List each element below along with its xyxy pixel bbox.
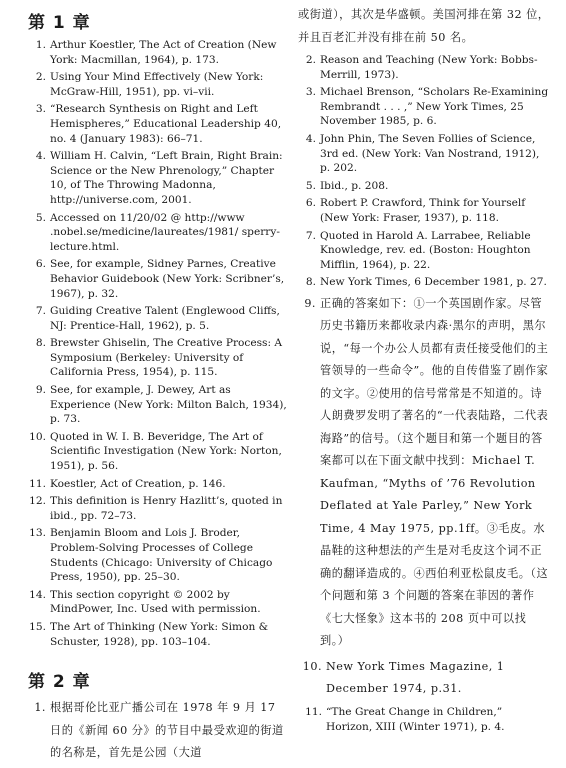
note-number: 8. <box>35 337 46 350</box>
chapter-1-note-7 <box>28 304 290 333</box>
chapter-2-note-7 <box>298 275 550 290</box>
note-text: Benjamin Bloom and Lois J. Broder, Problem-Solving Processes of College Students (Chicago: University of Chicago Press, 1950), pp. 25–30. <box>50 527 273 584</box>
note-text: Arthur Koestler, The Act of Creation (New York: Macmillan, 1964), p. 173. <box>50 39 277 66</box>
note-text: Koestler, Act of Creation, p. 146. <box>50 477 226 490</box>
chapter-1-note-5 <box>28 211 290 255</box>
note-number: 2. <box>35 71 46 84</box>
note-number: 4. <box>35 150 46 163</box>
left-column <box>28 8 290 768</box>
note-number: 12. <box>29 495 46 508</box>
note-text: New York Times, 6 December 1981, p. 27. <box>320 276 547 289</box>
chapter-1-note-13 <box>28 526 290 584</box>
chapter-2-note-1 <box>28 697 290 765</box>
note-number: 10. <box>302 659 322 673</box>
note-text: John Phin, The Seven Follies of Science, 3rd ed. (New York: Van Nostrand, 1912), p. 202. <box>320 132 540 175</box>
note-number: 15. <box>29 620 46 633</box>
chapter-2-note-4 <box>298 179 550 194</box>
note-number: 4. <box>305 132 316 145</box>
chapter-2-note-6 <box>298 229 550 273</box>
chapter-1-note-1 <box>28 38 290 67</box>
chapter-1-note-11 <box>28 477 290 492</box>
note-number: 6. <box>35 258 46 271</box>
note-number: 3. <box>305 86 316 99</box>
note-number: 10. <box>29 430 46 443</box>
note-text: See, for example, J. Dewey, Art as Experience (New York: Milton Balch, 1934), p. 73. <box>50 384 287 426</box>
note-number: 9. <box>35 384 46 397</box>
chapter-2-note-11 <box>298 705 550 734</box>
note-text: Quoted in Harold A. Larrabee, Reliable Knowledge, rev. ed. (Boston: Houghton Mifflin, 1964), p. 22. <box>320 229 531 271</box>
chapter-2-note-10 <box>298 656 550 701</box>
chapter-1-note-14 <box>28 588 290 617</box>
note-number: 7. <box>305 229 316 242</box>
note-text: “Research Synthesis on Right and Left Hemispheres,” Educational Leadership 40, no. 4 (January 1983): 66–71. <box>50 103 282 145</box>
note-number: 11. <box>29 477 46 490</box>
chapter-2-note-1 <box>298 53 550 82</box>
note-text: New York Times Magazine, 1 December 1974, p.31. <box>326 659 505 696</box>
note-number: 11. <box>305 705 322 718</box>
note-number: 14. <box>29 588 46 601</box>
note-text: 正确的答案如下：①一个英国剧作家。尽管历史书籍历来都收录内森·黑尔的声明，黑尔说，“每一个办公人员都有责任接受他们的主管领导的一些命令”。他的自传借鉴了剧作家的文字。②使用的信号常常是不知道的。诗人朗费罗发明了著名的“一代表陆路，二代表海路”的信号。（这个题目和第一个题目的答案都可以在下面文献中找到：Michael T. Kaufman, “Myths of ’76 Revolution Deflated at Yale Parley,” New York Time, 4 May 1975, pp.1ff。③毛皮。水晶鞋的这种想法的产生是对毛皮这个词不正确的翻译造成的。④西伯利亚松鼠皮毛。（这个问题和第 3 个问题的答案在菲因的著作《七大怪象》这本书的 208 页中可以找到。） <box>320 296 549 648</box>
note-number: 1. <box>35 39 46 51</box>
note-text: Michael Brenson, “Scholars Re-Examining Rembrandt . . . ,” New York Times, 25 November 1985, p. 6. <box>320 86 549 128</box>
note-text: The Art of Thinking (New York: Simon & Schuster, 1928), pp. 103–104. <box>50 620 269 648</box>
chapter-1-note-4 <box>28 149 290 207</box>
right-column <box>298 4 550 737</box>
note-text: Brewster Ghiselin, The Creative Process: A Symposium (Berkeley: University of California Press, 1954), p. 115. <box>50 337 283 379</box>
note-text: Guiding Creative Talent (Englewood Cliffs, NJ: Prentice-Hall, 1962), p. 5. <box>50 305 280 332</box>
note-number: 3. <box>35 103 46 116</box>
note-text: Reason and Teaching (New York: Bobbs-Merrill, 1973). <box>320 54 538 81</box>
chapter-1-note-3 <box>28 102 290 146</box>
note-number: 9. <box>304 296 316 310</box>
chapter-2-note-3 <box>298 132 550 176</box>
chapter-1-note-8 <box>28 336 290 380</box>
chapter-1-note-15 <box>28 620 290 649</box>
chapter-2-note-2 <box>298 85 550 129</box>
note-text: 根据哥伦比亚广播公司在 1978 年 9 月 17 日的《新闻 60 分》的节目中最受欢迎的街道的名称是，首先是公园（大道 <box>50 701 284 760</box>
chapter-1-note-2 <box>28 70 290 99</box>
chapter-1-note-9 <box>28 383 290 427</box>
note-continuation: 或街道），其次是华盛顿。美国河排在第 32 位，并且百老汇并没有排在前 50 名。 <box>298 8 550 44</box>
note-text: This definition is Henry Hazlitt’s, quoted in ibid., pp. 72–73. <box>50 495 283 522</box>
note-text: William H. Calvin, “Left Brain, Right Brain: Science or the New Phrenology,” Chapter 10, of The Throwing Madonna, http://universe.com, 2001. <box>50 150 283 206</box>
note-text: Quoted in W. I. B. Beveridge, The Art of Scientific Investigation (New York: Norton, 1951), p. 56. <box>50 430 282 473</box>
chapter-1-note-6 <box>28 257 290 301</box>
note-text: Robert P. Crawford, Think for Yourself (New York: Fraser, 1937), p. 118. <box>320 197 526 224</box>
note-text: Ibid., p. 208. <box>320 179 389 192</box>
chapter-1-heading: 第 1 章 <box>28 13 91 33</box>
note-text: “The Great Change in Children,” Horizon, XIII (Winter 1971), p. 4. <box>326 705 505 733</box>
chapter-1-note-12 <box>28 494 290 523</box>
note-text: See, for example, Sidney Parnes, Creative Behavior Guidebook (New York: Scribner’s, 1967), p. 32. <box>50 258 285 300</box>
note-text: This section copyright © 2002 by MindPower, Inc. Used with permission. <box>50 588 261 616</box>
note-number: 7. <box>35 305 46 318</box>
chapter-2-heading: 第 2 章 <box>28 672 91 693</box>
note-text: Accessed on 11/20/02 @ http://www .nobel.se/medicine/laureates/1981/ sperry-lecture.html. <box>50 211 280 253</box>
chapter-2-note-9 <box>298 293 550 653</box>
note-number: 13. <box>29 527 46 540</box>
chapter-2-notes <box>298 53 550 290</box>
note-number: 2. <box>305 54 316 66</box>
note-number: 8. <box>305 276 316 289</box>
note-number: 5. <box>35 211 46 224</box>
note-number: 1. <box>34 701 46 715</box>
note-text: Using Your Mind Effectively (New York: McGraw-Hill, 1951), pp. vi–vii. <box>50 71 264 98</box>
note-number: 5. <box>305 179 316 192</box>
note-number: 6. <box>305 197 316 210</box>
chapter-2-note-5 <box>298 196 550 225</box>
chapter-1-note-10 <box>28 430 290 474</box>
chapter-1-notes <box>28 38 290 649</box>
